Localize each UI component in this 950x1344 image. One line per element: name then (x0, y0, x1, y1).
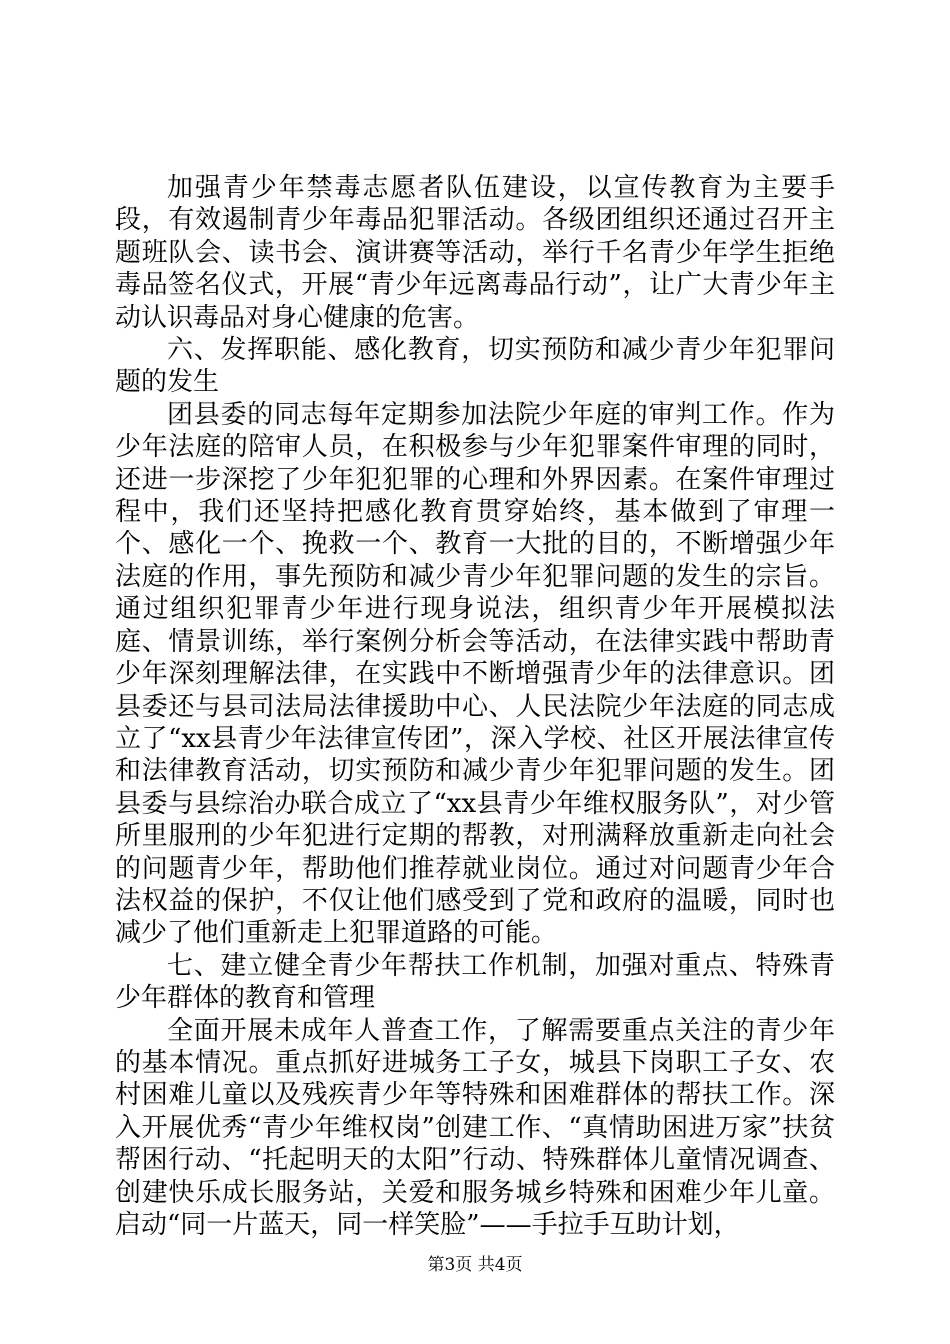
paragraph-juvenile-court: 团县委的同志每年定期参加法院少年庭的审判工作。作为少年法庭的陪审人员，在积极参与少年犯罪案件审理的同时，还进一步深挖了少年犯犯罪的心理和外界因素。在案件审理过程中，我们还坚持把感化教育贯穿始终，基本做到了审理一个、感化一个、挽救一个、教育一大批的目的，不断增强少年法庭的作用，事先预防和减少青少年犯罪问题的发生的宗旨。通过组织犯罪青少年进行现身说法，组织青少年开展模拟法庭、情景训练，举行案例分析会等活动，在法律实践中帮助青少年深刻理解法律，在实践中不断增强青少年的法律意识。团县委还与县司法局法律援助中心、人民法院少年法庭的同志成立了“xx县青少年法律宣传团”，深入学校、社区开展法律宣传和法律教育活动，切实预防和减少青少年犯罪问题的发生。团县委与县综治办联合成立了“xx县青少年维权服务队”，对少管所里服刑的少年犯进行定期的帮教，对刑满释放重新走向社会的问题青少年，帮助他们推荐就业岗位。通过对问题青少年合法权益的保护，不仅让他们感受到了党和政府的温暖，同时也减少了他们重新走上犯罪道路的可能。 (115, 399, 835, 949)
document-body (115, 172, 835, 1241)
paragraph-anti-drug-volunteers: 加强青少年禁毒志愿者队伍建设，以宣传教育为主要手段，有效遏制青少年毒品犯罪活动。各级团组织还通过召开主题班队会、读书会、演讲赛等活动，举行千名青少年学生拒绝毒品签名仪式，开展“青少年远离毒品行动”，让广大青少年主动认识毒品对身心健康的危害。 (115, 173, 835, 333)
paragraph-minor-census: 全面开展未成年人普查工作，了解需要重点关注的青少年的基本情况。重点抓好进城务工子女，城县下岗职工子女、农村困难儿童以及残疾青少年等特殊和困难群体的帮扶工作。深入开展优秀“青少年维权岗”创建工作、“真情助困进万家”扶贫帮困行动、“托起明天的太阳”行动、特殊群体儿童情况调查、创建快乐成长服务站，关爱和服务城乡特殊和困难少年儿童。启动“同一片蓝天，同一样笑脸”——手拉手互助计划， (115, 1015, 835, 1240)
page-footer: 第3页 共4页 (427, 1255, 523, 1275)
section-heading-six: 六、发挥职能、感化教育，切实预防和减少青少年犯罪问题的发生 (115, 335, 835, 398)
section-heading-seven: 七、建立健全青少年帮扶工作机制，加强对重点、特殊青少年群体的教育和管理 (115, 950, 835, 1014)
